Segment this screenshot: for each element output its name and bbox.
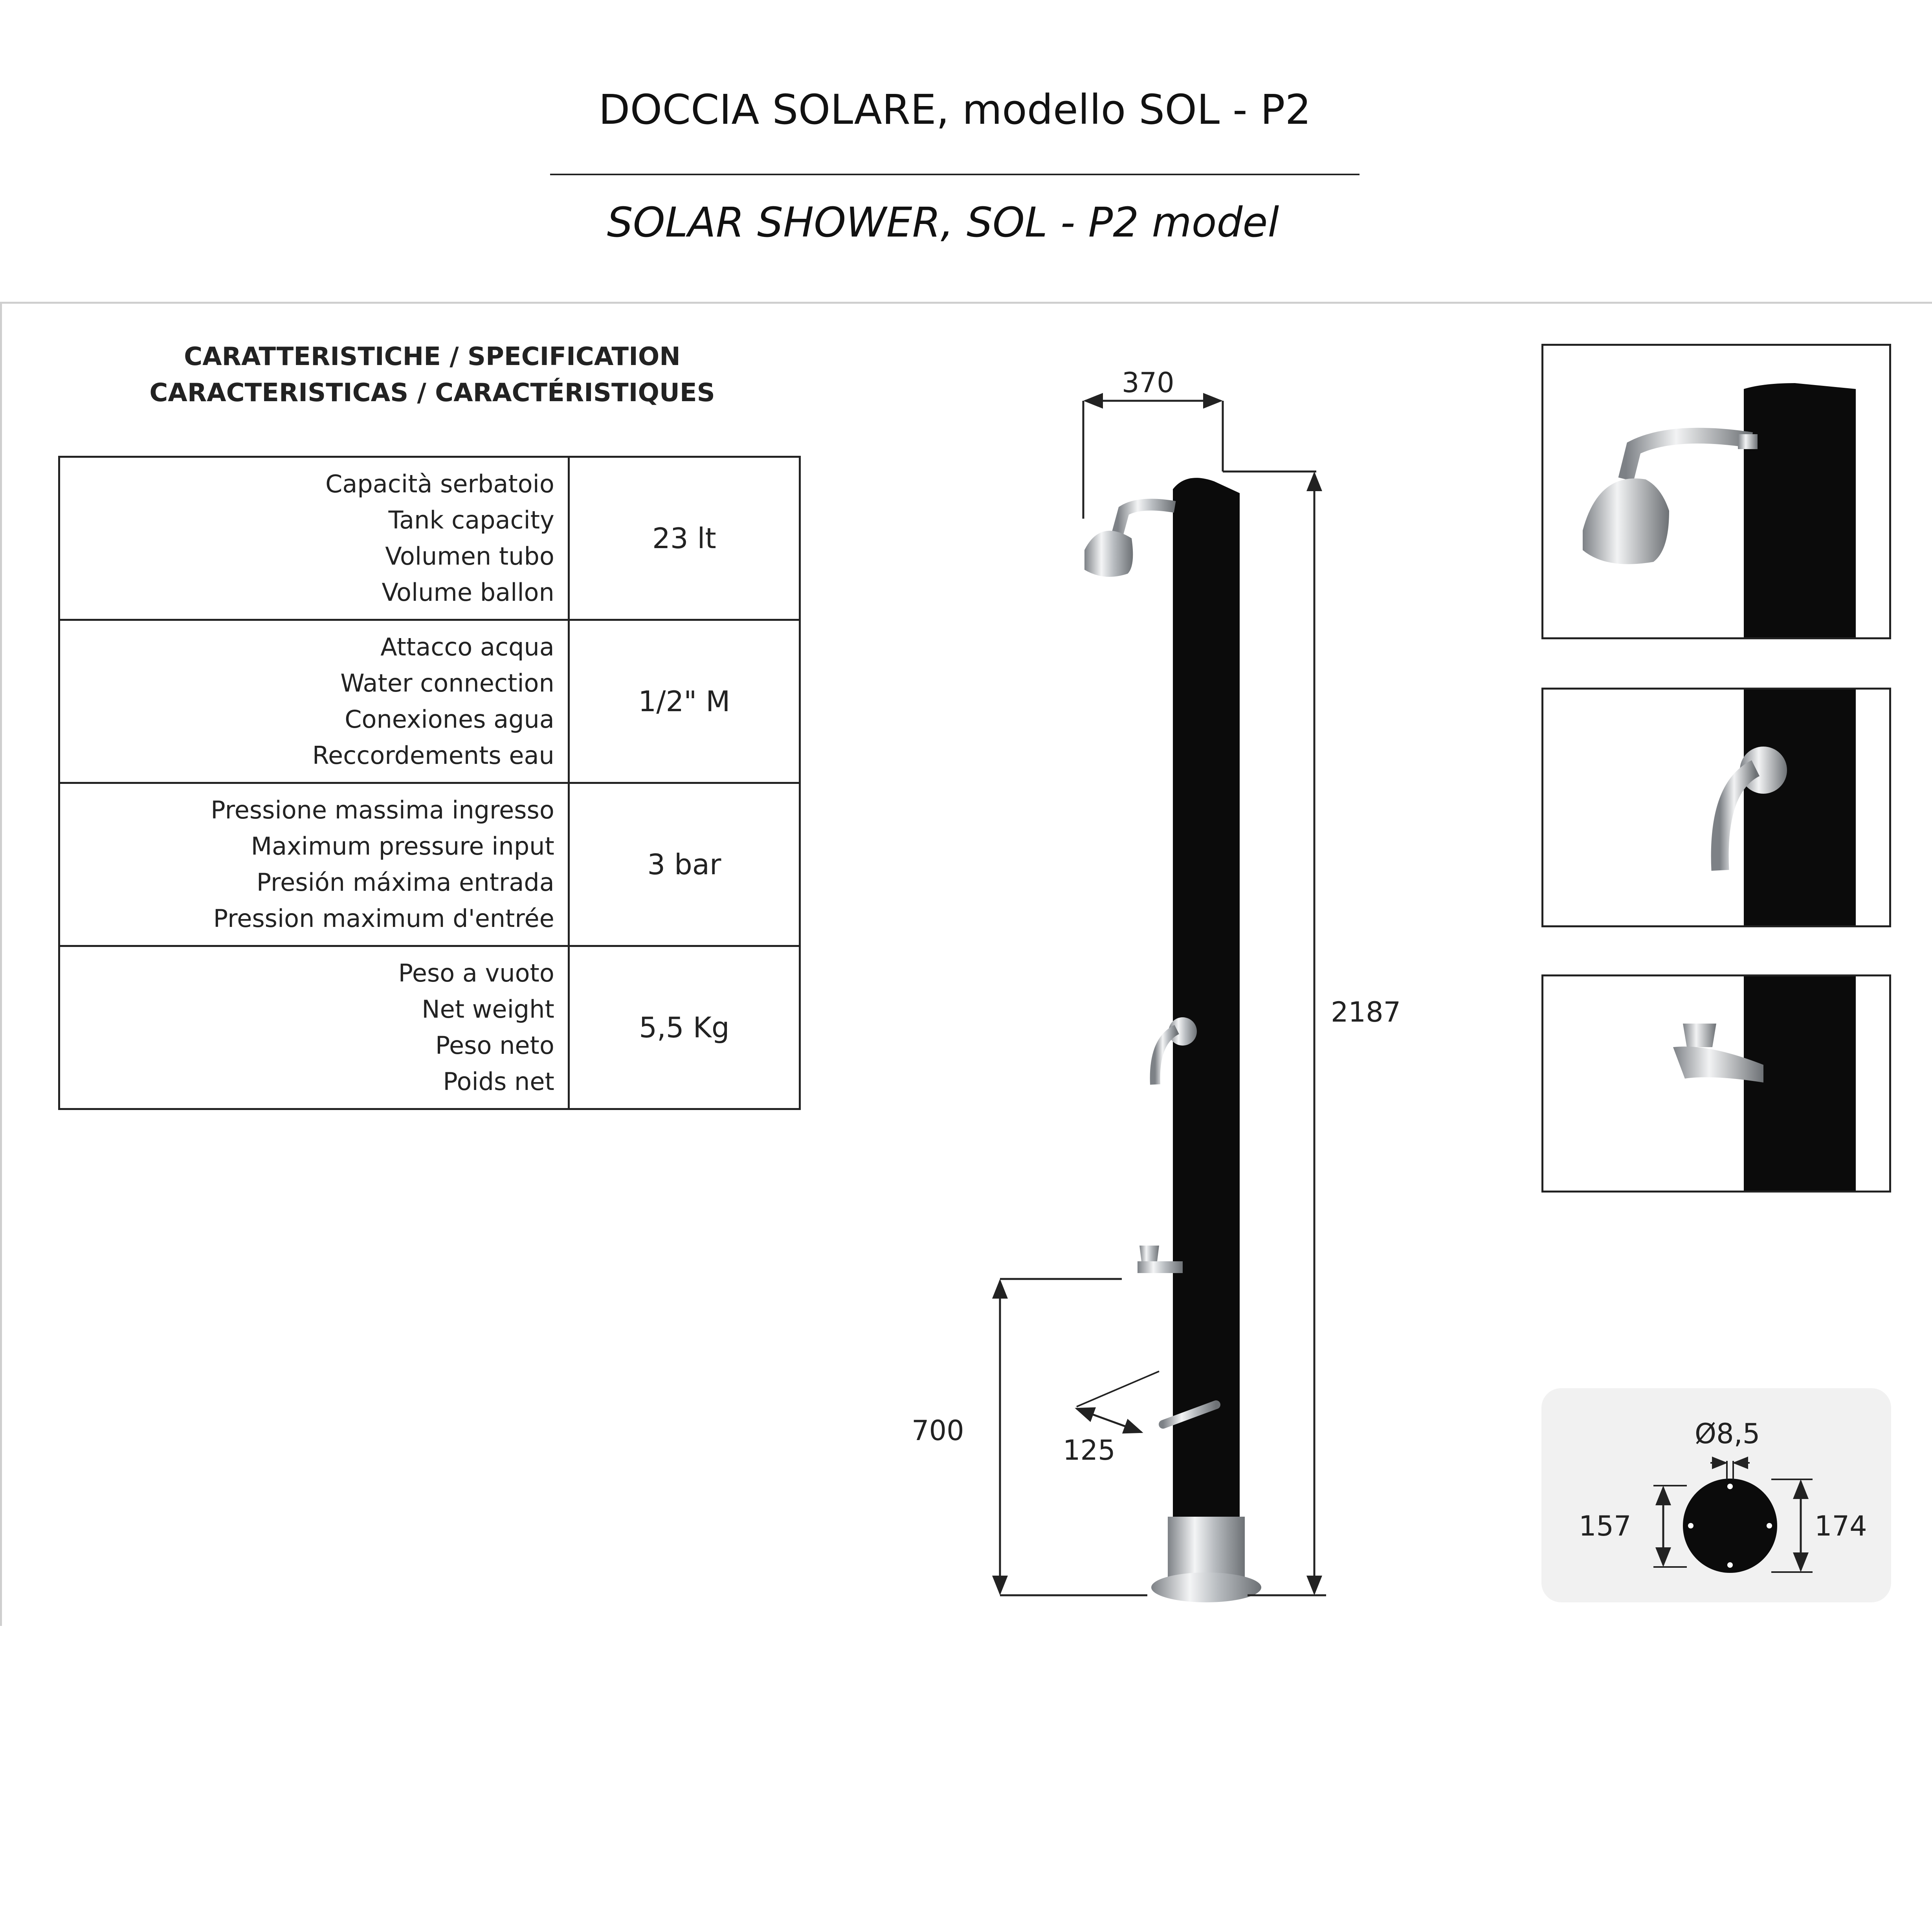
detail-photo-mixer <box>1541 688 1891 927</box>
dim-height-label: 2187 <box>1331 996 1401 1028</box>
shower-head-detail-icon <box>1543 346 1889 637</box>
dim-tap-height-label: 700 <box>912 1415 964 1447</box>
spec-value: 3 bar <box>569 783 800 946</box>
spec-heading-line2: CARACTERISTICAS / CARACTÉRISTIQUES <box>149 378 715 407</box>
shower-base-chrome <box>1168 1517 1245 1578</box>
spec-label: Conexiones agua <box>345 705 554 734</box>
spec-label: Peso neto <box>435 1031 554 1060</box>
shower-head <box>1084 505 1175 577</box>
spec-label: Volume ballon <box>382 578 554 607</box>
spec-value: 23 lt <box>569 457 800 620</box>
base-drawing-panel <box>1541 1388 1891 1602</box>
spec-label: Pression maximum d'entrée <box>213 904 554 933</box>
base-circle <box>1683 1479 1777 1573</box>
spec-label: Poids net <box>443 1067 554 1096</box>
base-right-label: 174 <box>1815 1510 1867 1542</box>
title-english: SOLAR SHOWER, SOL - P2 model <box>607 198 1279 246</box>
spec-value: 1/2" M <box>569 620 800 783</box>
spec-value: 5,5 Kg <box>569 946 800 1109</box>
base-hole-label: Ø8,5 <box>1695 1418 1760 1450</box>
detail-photo-tap <box>1541 974 1891 1193</box>
title-italian: DOCCIA SOLARE, modello SOL - P2 <box>598 86 1311 134</box>
shower-base-plate <box>1151 1572 1261 1602</box>
spec-label: Net weight <box>422 995 554 1024</box>
tap-detail-icon <box>1543 976 1889 1191</box>
spec-label: Volumen tubo <box>385 542 554 571</box>
spec-label: Peso a vuoto <box>398 959 554 987</box>
mixer-detail-icon <box>1543 690 1889 925</box>
base-left-label: 157 <box>1579 1510 1631 1542</box>
spec-label: Tank capacity <box>388 506 554 534</box>
base-footprint-drawing <box>1541 1388 1891 1602</box>
spec-label: Capacità serbatoio <box>325 470 554 498</box>
shower-column <box>1173 478 1240 1521</box>
dim-pedal-label: 125 <box>1063 1434 1116 1466</box>
spec-label: Water connection <box>340 669 554 697</box>
spec-label: Maximum pressure input <box>251 832 554 861</box>
spec-label: Reccordements eau <box>312 741 554 770</box>
spec-label: Presión máxima entrada <box>256 868 554 897</box>
spec-label: Pressione massima ingresso <box>211 796 554 824</box>
spec-heading-line1: CARATTERISTICHE / SPECIFICATION <box>184 342 681 371</box>
dim-width-label: 370 <box>1122 367 1174 399</box>
detail-photo-shower-head <box>1541 344 1891 639</box>
spec-label: Attacco acqua <box>380 633 554 661</box>
